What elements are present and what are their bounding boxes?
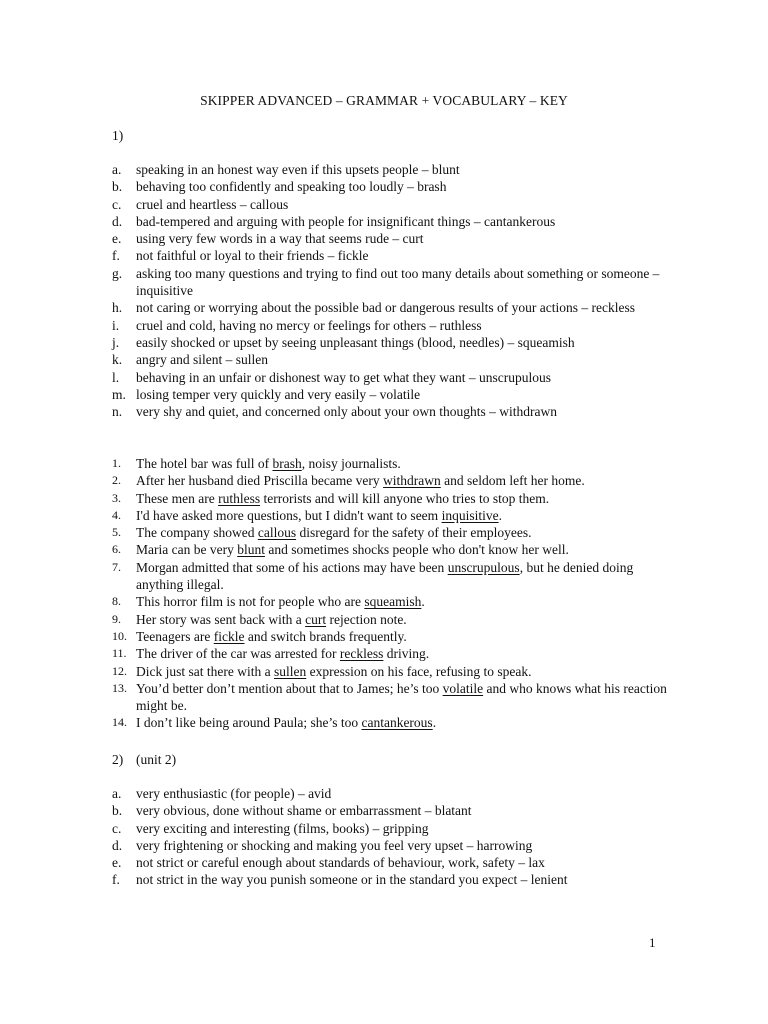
item-text: easily shocked or upset by seeing unpleasant things (blood, needles) – squeamish — [136, 334, 575, 350]
answer-word: reckless — [339, 646, 384, 662]
item-label: n. — [112, 404, 123, 420]
list-item — [112, 871, 672, 888]
item-label: 14. — [112, 715, 127, 730]
sentence-after: . — [498, 507, 502, 523]
sentence-before: I don’t like being around Paula; she’s too — [136, 715, 362, 731]
item-label: 1. — [112, 456, 121, 470]
item-label: d. — [112, 213, 123, 229]
item-label: 7. — [112, 559, 121, 574]
item-label: c. — [112, 820, 122, 836]
item-text: very enthusiastic (for people) – avid — [136, 786, 332, 801]
sentence-after: and who knows what his reaction might be. — [136, 680, 667, 714]
item-label: f. — [112, 248, 120, 264]
sentence-before: The driver of the car was arrested for — [136, 646, 340, 662]
answer-word: fickle — [213, 628, 245, 644]
answer-word: unscrupulous — [447, 559, 520, 575]
answer-word: squeamish — [364, 594, 422, 610]
list-item — [112, 230, 672, 247]
section-2-heading — [112, 751, 176, 768]
item-text: not caring or worrying about the possible bad or dangerous results of your actions – reckless — [136, 300, 636, 316]
list-item — [112, 802, 672, 819]
sentence-item — [112, 663, 672, 680]
sentence-before: After her husband died Priscilla became very — [136, 473, 384, 489]
list-item — [112, 785, 672, 802]
item-text: very shy and quiet, and concerned only about your own thoughts – withdrawn — [136, 404, 558, 420]
item-label: i. — [112, 317, 120, 333]
answer-word: inquisitive — [441, 507, 499, 523]
item-label: d. — [112, 837, 123, 853]
item-label: 5. — [112, 525, 121, 540]
list-item — [112, 403, 672, 420]
item-text: behaving too confidently and speaking too loudly – brash — [136, 179, 447, 195]
answer-word: blunt — [237, 542, 265, 558]
sentence-before: Her story was sent back with a — [136, 611, 306, 627]
item-label: 4. — [112, 507, 121, 522]
list-item — [112, 854, 672, 871]
list-item — [112, 178, 672, 195]
sentence-item — [112, 455, 672, 472]
list-item — [112, 299, 672, 316]
item-text: angry and silent – sullen — [136, 352, 268, 368]
item-label: a. — [112, 786, 122, 801]
item-label: b. — [112, 179, 123, 195]
item-label: 9. — [112, 611, 121, 626]
sentence-after: terrorists and will kill anyone who tries to stop them. — [260, 490, 550, 506]
sentence-item — [112, 541, 672, 558]
answer-word: cantankerous — [361, 715, 433, 731]
sentence-before: Teenagers are — [136, 628, 214, 644]
item-label: 3. — [112, 490, 121, 505]
sentence-after: disregard for the safety of their employees. — [296, 525, 532, 541]
item-label: l. — [112, 369, 120, 385]
list-item — [112, 351, 672, 368]
item-text: asking too many questions and trying to find out too many details about something or someone – inquisitive — [136, 265, 660, 299]
list-item — [112, 386, 672, 403]
section-1-definitions — [112, 161, 672, 420]
sentence-before: I'd have asked more questions, but I didn't want to seem — [136, 507, 442, 523]
sentence-item — [112, 714, 672, 731]
sentence-item — [112, 628, 672, 645]
sentence-item — [112, 645, 672, 662]
item-label: a. — [112, 162, 122, 177]
list-item — [112, 247, 672, 264]
sentence-item — [112, 611, 672, 628]
item-label: c. — [112, 196, 122, 212]
item-text: bad-tempered and arguing with people for insignificant things – cantankerous — [136, 213, 556, 229]
list-item — [112, 369, 672, 386]
item-label: 8. — [112, 594, 121, 609]
item-text: not strict or careful enough about standards of behaviour, work, safety – lax — [136, 855, 545, 871]
sentence-after: . — [421, 594, 425, 610]
list-item — [112, 265, 672, 300]
sentence-item — [112, 559, 672, 594]
item-text: cruel and cold, having no mercy or feelings for others – ruthless — [136, 317, 482, 333]
item-text: cruel and heartless – callous — [136, 196, 289, 212]
list-item — [112, 196, 672, 213]
sentence-item — [112, 472, 672, 489]
item-text: speaking in an honest way even if this upsets people – blunt — [136, 162, 460, 177]
list-item — [112, 334, 672, 351]
list-item — [112, 161, 672, 178]
sentence-after: driving. — [383, 646, 430, 662]
list-item — [112, 213, 672, 230]
page-title: SKIPPER ADVANCED – GRAMMAR + VOCABULARY – KEY — [200, 93, 568, 108]
sentence-after: expression on his face, refusing to speak. — [306, 663, 532, 679]
section-1-heading: 1) — [112, 128, 124, 143]
item-label: h. — [112, 300, 123, 316]
page-number: 1 — [649, 935, 656, 950]
sentence-item — [112, 680, 672, 715]
sentence-before: Maria can be very — [136, 542, 238, 558]
item-text: losing temper very quickly and very easily – volatile — [136, 386, 421, 402]
item-label: m. — [112, 386, 126, 402]
item-label: e. — [112, 231, 122, 247]
item-label: 13. — [112, 680, 127, 695]
item-label: 12. — [112, 663, 127, 678]
item-label: b. — [112, 803, 123, 819]
item-label: k. — [112, 352, 123, 368]
section-2-number: 2) — [112, 752, 124, 767]
answer-word: withdrawn — [383, 473, 441, 489]
item-text: very obvious, done without shame or embarrassment – blatant — [136, 803, 472, 819]
answer-word: brash — [272, 456, 302, 471]
sentence-item — [112, 507, 672, 524]
item-label: g. — [112, 265, 123, 281]
item-label: 11. — [112, 646, 127, 661]
answer-word: volatile — [442, 680, 484, 696]
sentence-before: You’d better don’t mention about that to James; he’s too — [136, 680, 443, 696]
sentence-after: . — [432, 715, 437, 731]
item-label: 10. — [112, 628, 127, 643]
sentence-before: This horror film is not for people who are — [136, 594, 365, 610]
item-text: behaving in an unfair or dishonest way to get what they want – unscrupulous — [136, 369, 552, 385]
list-item — [112, 820, 672, 837]
sentence-before: The hotel bar was full of — [136, 456, 273, 471]
sentence-after: , but he denied doing anything illegal. — [136, 559, 634, 593]
sentence-after: and sometimes shocks people who don't know her well. — [264, 542, 569, 558]
answer-word: ruthless — [218, 490, 261, 506]
section-2-unit: (unit 2) — [136, 752, 177, 767]
item-label: 6. — [112, 542, 121, 557]
sentence-item — [112, 524, 672, 541]
sentence-item — [112, 593, 672, 610]
sentence-after: and seldom left her home. — [440, 473, 585, 489]
item-text: not faithful or loyal to their friends – fickle — [136, 248, 369, 264]
sentence-before: Dick just sat there with a — [136, 663, 274, 679]
list-item — [112, 317, 672, 334]
answer-word: curt — [305, 611, 327, 627]
sentence-after: rejection note. — [326, 611, 407, 627]
item-text: very exciting and interesting (films, books) – gripping — [136, 820, 429, 836]
answer-word: sullen — [273, 663, 307, 679]
item-label: e. — [112, 855, 122, 871]
item-label: f. — [112, 872, 120, 888]
sentence-before: These men are — [136, 490, 219, 506]
sentence-item — [112, 490, 672, 507]
item-label: 2. — [112, 473, 121, 488]
item-text: not strict in the way you punish someone or in the standard you expect – lenient — [136, 872, 568, 888]
sentence-after: , noisy journalists. — [301, 456, 401, 471]
item-text: very frightening or shocking and making you feel very upset – harrowing — [136, 837, 533, 853]
sentence-before: The company showed — [136, 525, 258, 541]
sentence-before: Morgan admitted that some of his actions may have been — [136, 559, 448, 575]
sentence-after: and switch brands frequently. — [244, 628, 407, 644]
item-label: j. — [112, 334, 120, 350]
section-2-definitions — [112, 785, 672, 889]
section-1-sentences — [112, 455, 672, 732]
item-text: using very few words in a way that seems rude – curt — [136, 231, 424, 247]
answer-word: callous — [257, 525, 297, 541]
list-item — [112, 837, 672, 854]
